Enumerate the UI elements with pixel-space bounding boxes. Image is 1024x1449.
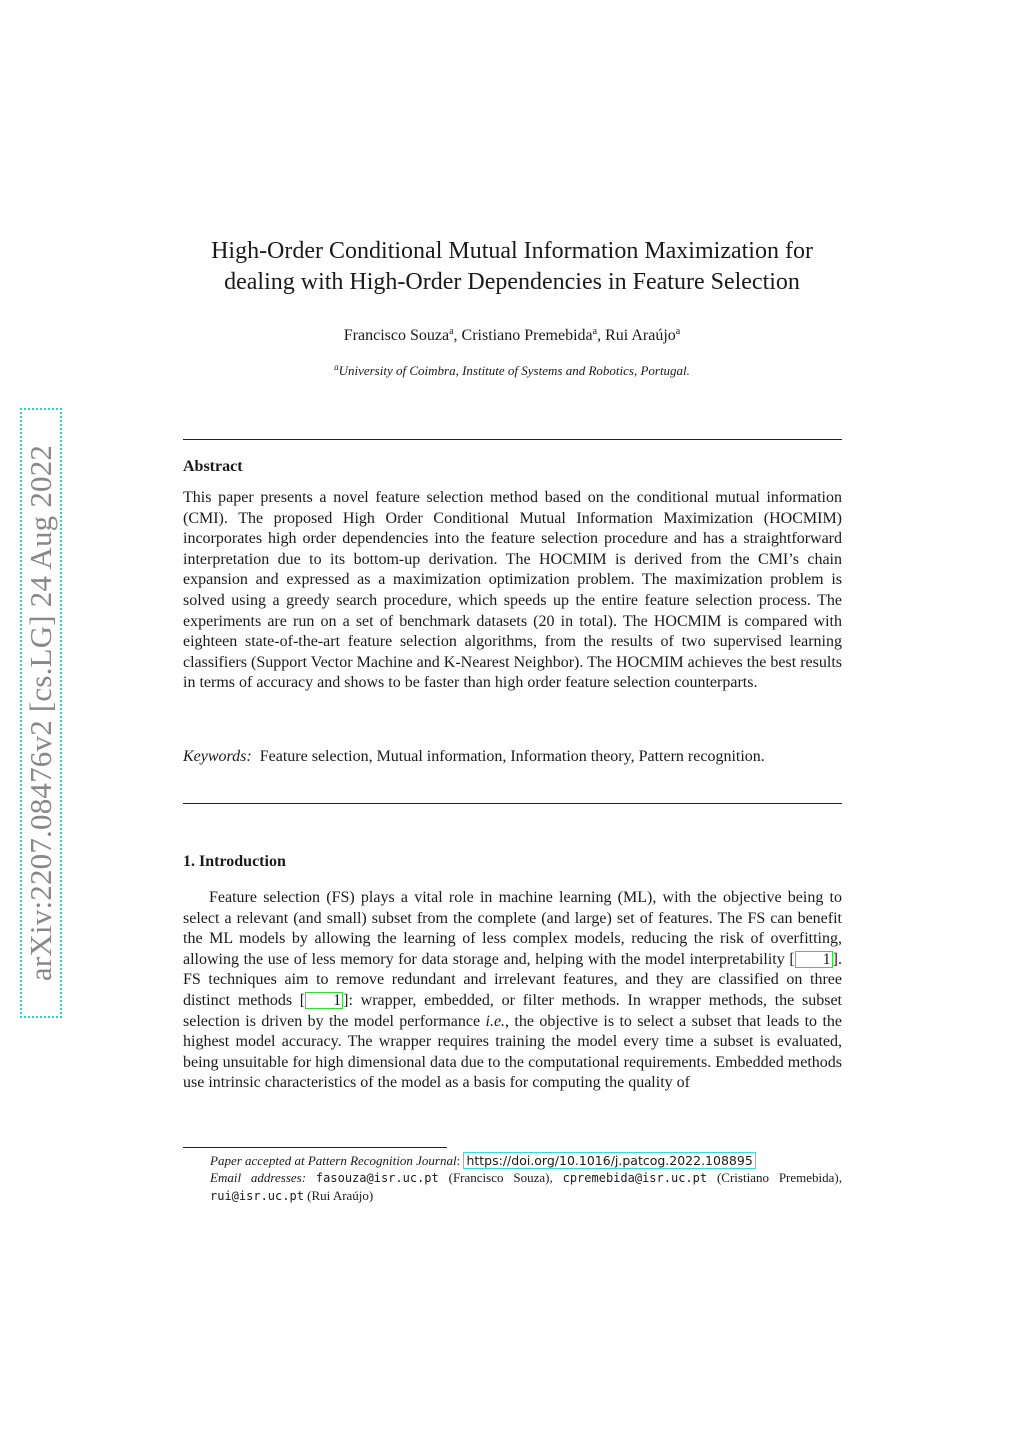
intro-emphasis: i.e. [485,1012,506,1030]
author-affiliation-mark: a [449,326,454,337]
intro-text-part: Feature selection (FS) plays a vital role in machine learning (ML), with the objective being to select a relevant (and small) subset from the complete (and large) set of features. The FS can benefit the ML models by allowing the learning of less complex models, reducing the risk of overfitting, allowing the use of less memory for data storage and, helping with the model interpretability [ [183,889,842,968]
affiliation-mark: a [334,362,339,372]
keywords [183,747,842,768]
email-owner: (Rui Araújo) [303,1188,374,1203]
author-separator: , [597,327,606,344]
footnote-emails [183,1169,842,1205]
author-name: Rui Araújo [605,327,676,344]
email-label: Email addresses: [210,1170,307,1185]
keywords-text: Feature selection, Mutual information, Information theory, Pattern recognition. [259,748,765,765]
arxiv-identifier-text: arXiv:2207.08476v2 [cs.LG] 24 Aug 2022 [23,444,59,982]
abstract-heading: Abstract [183,458,243,475]
abstract-top-rule [183,439,842,440]
keywords-label: Keywords: [183,748,252,765]
email-owner: (Francisco Souza), [438,1170,563,1185]
section-heading-introduction: 1. Introduction [183,853,286,870]
email-address[interactable]: fasouza@isr.uc.pt [315,1171,439,1185]
email-owner: (Cristiano Premebida), [707,1170,843,1185]
title-line-2: dealing with High-Order Dependencies in Feature Selection [224,269,800,295]
journal-label: Paper accepted at Pattern Recognition Journal [210,1153,457,1168]
abstract-bottom-rule [183,803,842,804]
intro-text-part: , the objective is to select a subset that leads to the highest model accuracy. The wrapper requires training the model every time a subset is evaluated, being unsuitable for high dimensional data due to the computational requirements. Embedded methods use intrinsic characteristics of the model as a basis for computing the quality of [183,1012,842,1092]
email-address[interactable]: cpremebida@isr.uc.pt [562,1171,708,1185]
intro-text-part: ]: wrapper, embedded, or filter methods. In wrapper methods, the subset selection is driven by the model performance [183,991,842,1030]
abstract-body: This paper presents a novel feature selection method based on the conditional mutual information (CMI). The proposed High Order Conditional Mutual Information Maximization (HOCMIM) incorporates high order dependencies into the feature selection procedure and has a straightforward interpretation due to its bottom-up derivation. The HOCMIM is derived from the CMI’s chain expansion and expressed as a maximization optimization problem. The maximization problem is solved using a greedy search procedure, which speeds up the entire feature selection process. The experiments are run on a set of benchmark datasets (20 in total). The HOCMIM is compared with eighteen state-of-the-art feature selection algorithms, from the results of two supervised learning classifiers (Support Vector Machine and K-Nearest Neighbor). The HOCMIM achieves the best results in terms of accuracy and shows to be faster than high order feature selection counterparts. [183,489,842,692]
footnote-rule [183,1147,447,1148]
citation-link[interactable]: 1 [795,951,833,968]
author-separator: , [453,327,462,344]
arxiv-identifier-stamp [20,408,62,1018]
author-affiliation-mark: a [592,326,598,337]
email-address[interactable]: rui@isr.uc.pt [210,1189,304,1203]
author-name: Francisco Souza [343,327,450,344]
affiliation [150,362,874,380]
footnotes [183,1152,842,1205]
introduction-paragraph [183,888,842,1094]
journal-colon: : [456,1153,464,1168]
author-list [150,324,874,348]
paper-title [150,236,874,298]
title-line-1: High-Order Conditional Mutual Information Maximization for [211,238,813,264]
doi-link[interactable]: https://doi.org/10.1016/j.patcog.2022.108895 [463,1152,755,1169]
footnote-journal [183,1152,842,1169]
intro-text-part: ]. FS techniques aim to remove redundant and irrelevant features, and they are classified on three distinct methods [ [183,950,842,1009]
citation-link[interactable]: 1 [305,992,343,1009]
author-affiliation-mark: a [675,326,681,337]
affiliation-text: University of Coimbra, Institute of Systems and Robotics, Portugal. [338,363,690,378]
author-name: Cristiano Premebida [461,327,593,344]
